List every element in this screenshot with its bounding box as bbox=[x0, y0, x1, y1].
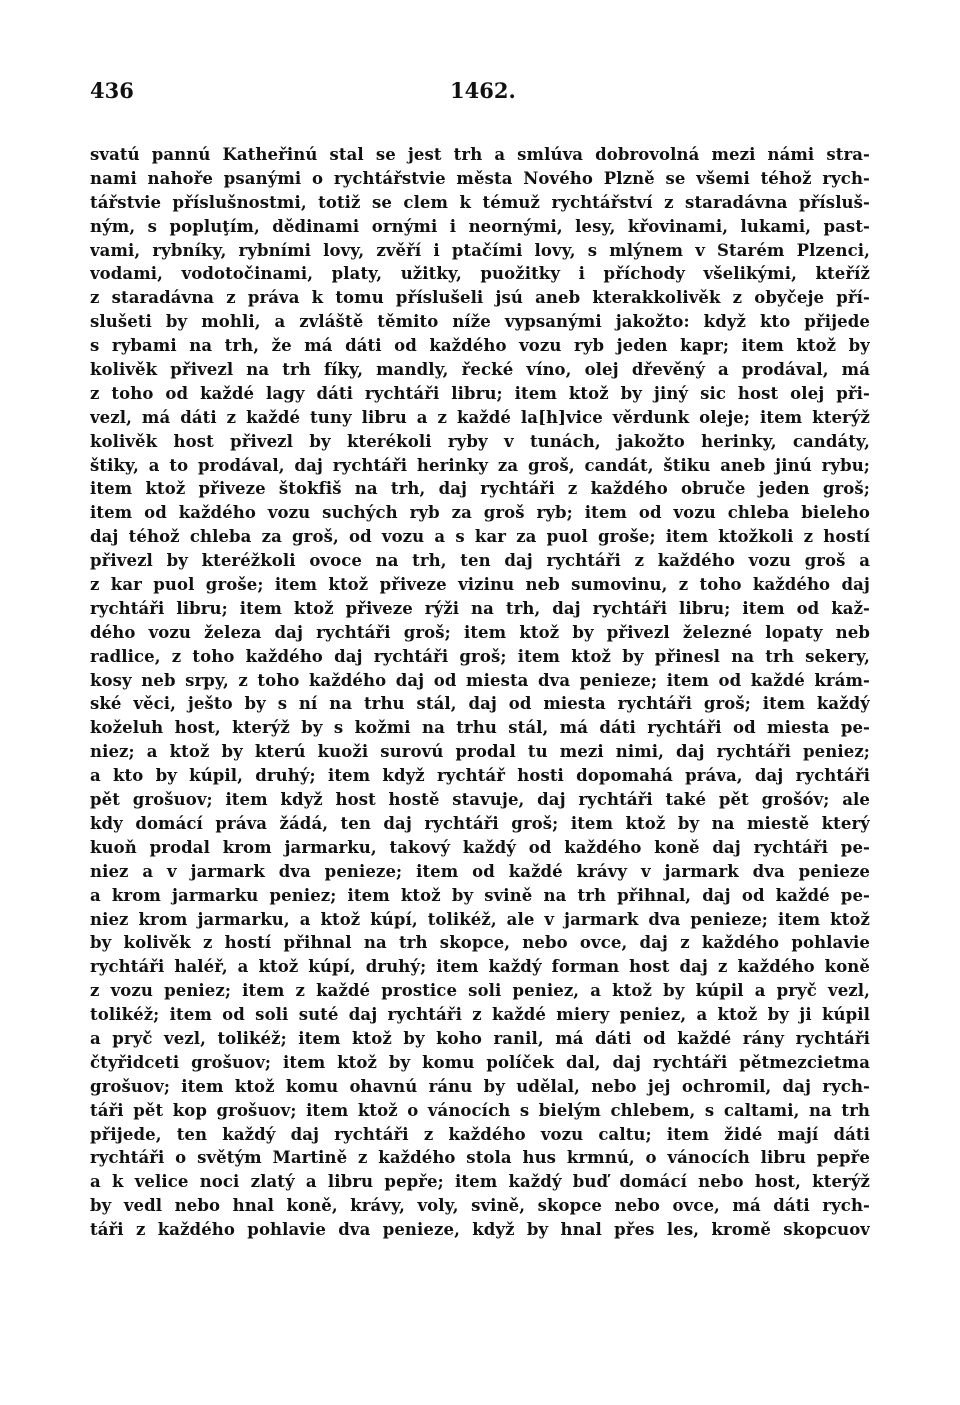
text-line: by vedl nebo hnal koně, krávy, voly, svině, skopce nebo ovce, má dáti rych- bbox=[90, 1196, 870, 1216]
text-line: a kto by kúpil, druhý; item když rychtář hosti dopomahá práva, daj rychtáři bbox=[90, 766, 870, 786]
body-text bbox=[90, 143, 870, 1242]
text-line: item od každého vozu suchých ryb za groš ryb; item od vozu chleba bieleho bbox=[90, 503, 870, 523]
text-line: s rybami na trh, že má dáti od každého vozu ryb jeden kapr; item ktož by bbox=[90, 336, 870, 356]
text-line: grošuov; item ktož komu ohavnú ránu by udělal, nebo jej ochromil, daj rych- bbox=[90, 1076, 870, 1096]
page-number: 436 bbox=[90, 78, 134, 103]
text-line: niez krom jarmarku, a ktož kúpí, tolikéž, ale v jarmark dva penieze; item ktož bbox=[90, 909, 870, 929]
text-line: tářstvie příslušnostmi, totiž se clem k témuž rychtářství z staradávna přísluš- bbox=[90, 192, 870, 212]
running-head bbox=[90, 78, 870, 108]
text-line: radlice, z toho každého daj rychtáři groš; item ktož by přinesl na trh sekery, bbox=[90, 646, 870, 666]
text-line: dého vozu železa daj rychtáři groš; item ktož by přivezl železné lopaty neb bbox=[90, 622, 870, 642]
text-line: čtyřidceti grošuov; item ktož by komu políček dal, daj rychtáři pětmezcietma bbox=[90, 1052, 870, 1072]
text-line: rychtáři o světým Martině z každého stola hus krmnú, o vánocích libru pepře bbox=[90, 1148, 870, 1168]
text-line: niez; a ktož by kterú kuoži surovú prodal tu mezi nimi, daj rychtáři peniez; bbox=[90, 742, 870, 762]
text-line: přivezl by kteréžkoli ovoce na trh, ten daj rychtáři z každého vozu groš a bbox=[90, 551, 870, 571]
text-line: tolikéž; item od soli suté daj rychtáři z každé miery peniez, a ktož by ji kúpil bbox=[90, 1005, 870, 1025]
text-line: vami, rybníky, rybními lovy, zvěří i ptačími lovy, s mlýnem v Starém Plzenci, bbox=[90, 240, 870, 260]
text-line: daj téhož chleba za groš, od vozu a s kar za puol groše; item ktožkoli z hostí bbox=[90, 527, 870, 547]
text-line: koželuh host, kterýž by s kožmi na trhu stál, má dáti rychtáři od miesta pe- bbox=[90, 718, 870, 738]
text-line: táři z každého pohlavie dva penieze, když by hnal přes les, kromě skopcuov bbox=[90, 1220, 870, 1240]
text-line: slušeti by mohli, a zvláště těmito níže vypsanými jakožto: když kto přijede bbox=[90, 312, 870, 332]
text-line: táři pět kop grošuov; item ktož o vánocích s bielým chlebem, s caltami, na trh bbox=[90, 1100, 870, 1120]
text-line: z toho od každé lagy dáti rychtáři libru; item ktož by jiný sic host olej při- bbox=[90, 383, 870, 403]
text-line: ské věci, ješto by s ní na trhu stál, daj od miesta rychtáři groš; item každý bbox=[90, 694, 870, 714]
text-line: vezl, má dáti z každé tuny libru a z každé la[h]vice věrdunk oleje; item kterýž bbox=[90, 407, 870, 427]
text-line: přijede, ten každý daj rychtáři z každého vozu caltu; item židé mají dáti bbox=[90, 1124, 870, 1144]
text-line: by kolivěk z hostí přihnal na trh skopce, nebo ovce, daj z každého pohlavie bbox=[90, 933, 870, 953]
text-line: z staradávna z práva k tomu příslušeli jsú aneb kterakkolivěk z obyčeje pří- bbox=[90, 288, 870, 308]
page-year-heading: 1462. bbox=[450, 78, 516, 103]
text-line: ným, s popluţím, dědinami ornými i neornými, lesy, křovinami, lukami, past- bbox=[90, 216, 870, 236]
text-line: kosy neb srpy, z toho každého daj od miesta dva penieze; item od každé krám- bbox=[90, 670, 870, 690]
text-line: svatú pannú Katheřinú stal se jest trh a smlúva dobrovolná mezi námi stra- bbox=[90, 145, 870, 164]
text-line: kolivěk přivezl na trh fíky, mandly, řecké víno, olej dřevěný a prodával, má bbox=[90, 360, 870, 380]
text-line: rychtáři haléř, a ktož kúpí, druhý; item každý forman host daj z každého koně bbox=[90, 957, 870, 977]
text-line: kuoň prodal krom jarmarku, takový každý od každého koně daj rychtáři pe- bbox=[90, 837, 870, 857]
text-line: a pryč vezl, tolikéž; item ktož by koho ranil, má dáti od každé rány rychtáři bbox=[90, 1028, 870, 1048]
text-line: item ktož přiveze štokfiš na trh, daj rychtáři z každého obruče jeden groš; bbox=[90, 479, 870, 499]
text-line: vodami, vodotočinami, platy, užitky, puožitky i příchody všelikými, kteříž bbox=[90, 264, 870, 284]
text-line: z kar puol groše; item ktož přiveze vizinu neb sumovinu, z toho každého daj bbox=[90, 575, 870, 595]
text-line: z vozu peniez; item z každé prostice soli peniez, a ktož by kúpil a pryč vezl, bbox=[90, 981, 870, 1001]
text-line: niez a v jarmark dva penieze; item od každé krávy v jarmark dva penieze bbox=[90, 861, 870, 881]
text-line: rychtáři libru; item ktož přiveze rýži na trh, daj rychtáři libru; item od kaž- bbox=[90, 598, 870, 618]
text-line: a krom jarmarku peniez; item ktož by svině na trh přihnal, daj od každé pe- bbox=[90, 885, 870, 905]
text-line: nami nahoře psanými o rychtářstvie města Nového Plzně se všemi téhož rych- bbox=[90, 168, 870, 188]
text-line: kdy domácí práva žádá, ten daj rychtáři groš; item ktož by na miestě který bbox=[90, 813, 870, 833]
text-line: štiky, a to prodával, daj rychtáři herinky za groš, candát, štiku aneb jinú rybu; bbox=[90, 455, 870, 475]
text-line: a k velice noci zlatý a libru pepře; item každý buď domácí nebo host, kterýž bbox=[90, 1172, 870, 1192]
text-line: kolivěk host přivezl by kterékoli ryby v tunách, jakožto herinky, candáty, bbox=[90, 431, 870, 451]
text-line: pět grošuov; item když host hostě stavuje, daj rychtáři také pět grošóv; ale bbox=[90, 790, 870, 810]
